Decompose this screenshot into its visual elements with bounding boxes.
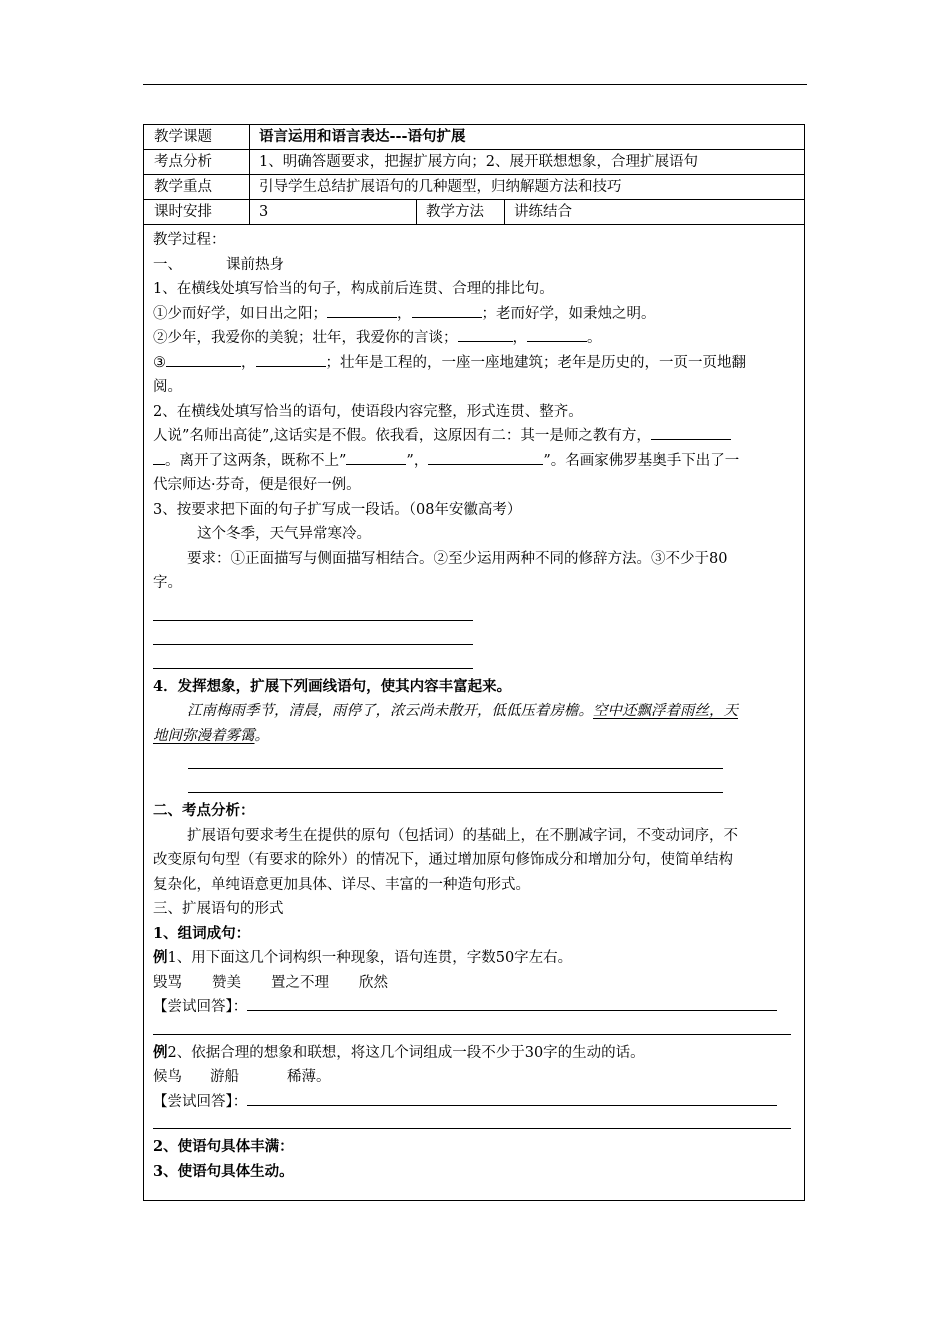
question-2-line1: 人说”名师出高徒”,这话实是不假。依我看，这原因有二：其一是师之教有方， bbox=[153, 424, 796, 449]
question-1: 1、在横线处填写恰当的句子，构成前后连贯、合理的排比句。 bbox=[153, 281, 554, 297]
row-analysis bbox=[144, 150, 804, 175]
value-focus: 引导学生总结扩展语句的几种题型，归纳解题方法和技巧 bbox=[259, 179, 622, 195]
row-topic bbox=[144, 125, 804, 150]
value-method: 讲练结合 bbox=[514, 204, 572, 220]
question-1c: ③ ， ；壮年是工程的，一座一座地建筑；老年是历史的，一页一页地翻 bbox=[153, 351, 796, 376]
blank[interactable] bbox=[428, 449, 543, 465]
analysis-line-3: 复杂化，单纯语意更加具体、详尽、丰富的一种造句形式。 bbox=[153, 876, 530, 893]
value-topic: 语言运用和语言表达---语句扩展 bbox=[259, 128, 466, 145]
answer-line[interactable] bbox=[153, 668, 473, 669]
label-focus: 教学重点 bbox=[154, 179, 212, 195]
label-analysis: 考点分析 bbox=[154, 154, 212, 170]
answer-line[interactable] bbox=[188, 792, 723, 793]
answer-line[interactable] bbox=[153, 1034, 791, 1035]
analysis-line-1: 扩展语句要求考生在提供的原句（包括词）的基础上，在不删减字词，不变动词序，不 bbox=[187, 827, 738, 844]
blank[interactable] bbox=[327, 302, 397, 318]
question-4-text: 江南梅雨季节，清晨，雨停了，浓云尚未散开，低低压着房檐。空中还飘浮着雨丝，天 bbox=[187, 703, 738, 719]
question-4: 4．发挥想象，扩展下列画线语句，使其内容丰富起来。 bbox=[153, 677, 512, 695]
question-3-requirements-cont: 字。 bbox=[153, 575, 182, 591]
answer-line[interactable] bbox=[247, 995, 777, 1011]
form-2-heading: 2、使语句具体丰满： bbox=[153, 1138, 294, 1155]
blank[interactable] bbox=[527, 326, 587, 342]
answer-line[interactable] bbox=[153, 1128, 791, 1129]
header-rule bbox=[143, 84, 807, 85]
question-2: 2、在横线处填写恰当的语句，使语段内容完整，形式连贯、整齐。 bbox=[153, 403, 583, 420]
analysis-line-2: 改变原句句型（有要求的除外）的情况下，通过增加原句修饰成分和增加分句，使简单结构 bbox=[153, 852, 733, 868]
blank[interactable] bbox=[166, 351, 241, 367]
example-1-words: 毁骂 赞美 置之不理 欣然 bbox=[153, 974, 388, 991]
question-3: 3、按要求把下面的句子扩写成一段话。（08年安徽高考） bbox=[153, 501, 522, 518]
question-2-line3: 代宗师达·芬奇，便是很好一例。 bbox=[153, 477, 361, 493]
section-2-heading: 二、考点分析： bbox=[153, 802, 255, 819]
try-answer-2: 【尝试回答】： bbox=[153, 1090, 796, 1115]
label-method: 教学方法 bbox=[426, 204, 484, 220]
question-2-line2: 。离开了这两条，既称不上” ”， ”。名画家佛罗基奥手下出了一 bbox=[153, 449, 796, 474]
question-1b: ②少年，我爱你的美貌；壮年，我爱你的言谈； ， 。 bbox=[153, 326, 796, 351]
form-1-heading: 1、组词成句： bbox=[153, 924, 251, 942]
value-hours: 3 bbox=[259, 204, 269, 220]
question-1c-cont: 阅。 bbox=[153, 379, 182, 395]
label-topic: 教学课题 bbox=[154, 129, 212, 145]
form-3-heading: 3、使语句具体生动。 bbox=[153, 1162, 294, 1180]
blank[interactable] bbox=[153, 449, 165, 465]
question-3-requirements: 要求：①正面描写与侧面描写相结合。②至少运用两种不同的修辞方法。③不少于80 bbox=[187, 550, 728, 567]
blank[interactable] bbox=[256, 351, 326, 367]
blank[interactable] bbox=[651, 424, 731, 440]
question-4-text-cont: 地间弥漫着雾霭。 bbox=[153, 727, 269, 744]
label-hours: 课时安排 bbox=[154, 204, 212, 220]
section-3-heading: 三、扩展语句的形式 bbox=[153, 901, 284, 917]
blank[interactable] bbox=[458, 326, 513, 342]
question-3-sentence: 这个冬季，天气异常寒冷。 bbox=[197, 526, 371, 542]
row-schedule bbox=[144, 200, 804, 225]
example-2-words: 候鸟 游船 稀薄。 bbox=[153, 1069, 331, 1085]
example-2: 例2、依据合理的想象和联想，将这几个词组成一段不少于30字的生动的话。 bbox=[153, 1043, 645, 1061]
blank[interactable] bbox=[346, 449, 406, 465]
process-heading: 教学过程： bbox=[153, 232, 226, 248]
blank[interactable] bbox=[412, 302, 482, 318]
teaching-process bbox=[153, 228, 796, 1184]
lesson-plan-table bbox=[143, 124, 805, 1201]
row-focus bbox=[144, 175, 804, 200]
section-1-heading: 一、 课前热身 bbox=[153, 256, 284, 273]
value-analysis: 1、明确答题要求，把握扩展方向；2、展开联想想象，合理扩展语句 bbox=[259, 154, 698, 170]
example-1: 例1、用下面这几个词构织一种现象，语句连贯，字数50字左右。 bbox=[153, 949, 573, 966]
answer-line[interactable] bbox=[247, 1090, 777, 1106]
try-answer-1: 【尝试回答】： bbox=[153, 995, 796, 1020]
question-1a: ①少而好学，如日出之阳； ， ；老而好学，如秉烛之明。 bbox=[153, 302, 796, 327]
